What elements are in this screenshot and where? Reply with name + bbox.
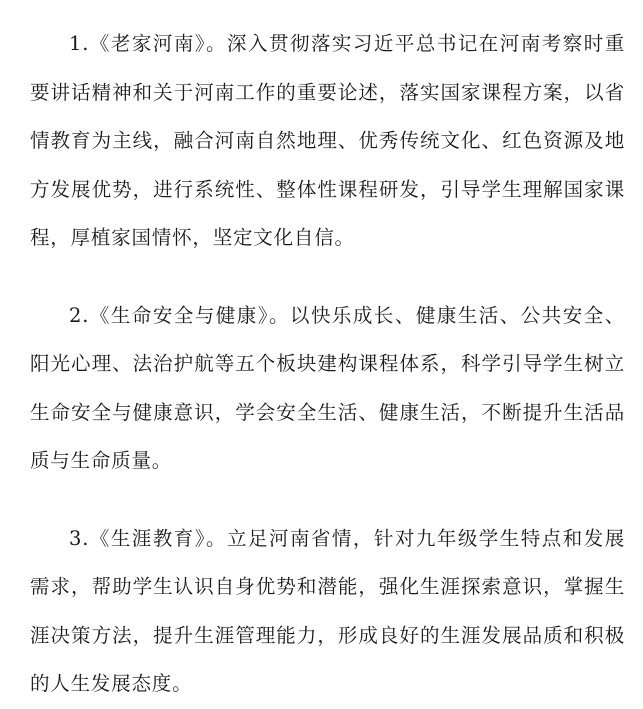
paragraph-lao-jia-henan: 1.《老家河南》。深入贯彻落实习近平总书记在河南考察时重要讲话精神和关于河南工作的重要论述，落实国家课程方案，以省情教育为主线，融合河南自然地理、优秀传统文化、红色资源及地方发展优势，进行系统性、整体性课程研发，引导学生理解国家课程，厚植家国情怀，坚定文化自信。 [30,32,625,249]
paragraph-career-education: 3.《生涯教育》。立足河南省情，针对九年级学生特点和发展需求，帮助学生认识自身优势和潜能，强化生涯探索意识，掌握生涯决策方法，提升生涯管理能力，形成良好的生涯发展品质和积极的人生发展态度。 [30,526,625,695]
paragraph-life-safety-health: 2.《生命安全与健康》。以快乐成长、健康生活、公共安全、阳光心理、法治护航等五个板块建构课程体系，科学引导学生树立生命安全与健康意识，学会安全生活、健康生活，不断提升生活品质与生命质量。 [30,303,625,472]
